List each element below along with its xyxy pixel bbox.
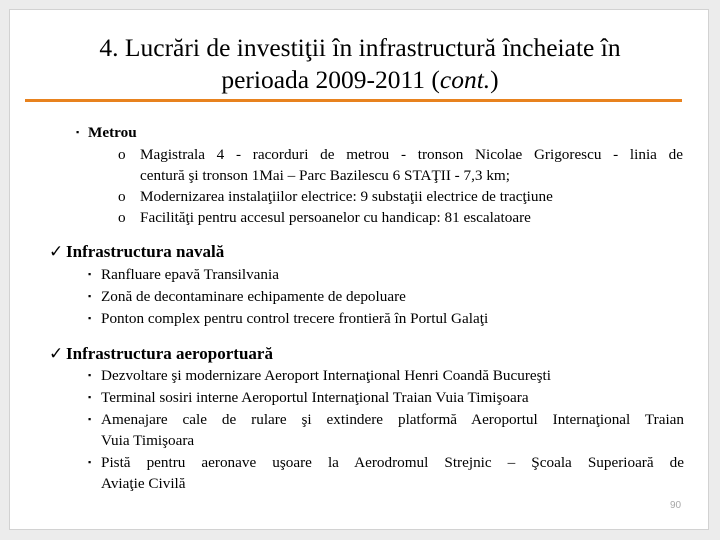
circle-bullet-icon: o <box>118 209 126 226</box>
aero-item-1 <box>88 365 551 386</box>
aero-heading-text: Infrastructura aeroportuară <box>66 344 273 363</box>
naval-item-2 <box>88 286 406 307</box>
square-bullet-icon: ▪ <box>88 291 92 301</box>
square-bullet-icon: ▪ <box>88 414 92 424</box>
metrou-item-1-line-2: centură şi tronson 1Mai – Parc Bazilescu 6 STAŢII - 7,3 km; <box>140 167 510 184</box>
aero-item-1-text: Dezvoltare şi modernizare Aeroport Internaţional Henri Coandă Bucureşti <box>101 367 551 384</box>
aero-item-3-line-1: Amenajare cale de rulare şi extindere platformă Aeroportul Internaţional Traian <box>101 411 684 428</box>
naval-heading-text: Infrastructura navală <box>66 242 225 261</box>
checkmark-icon: ✓ <box>49 242 64 261</box>
aero-item-4-line-1: Pistă pentru aeronave uşoare la Aerodromul Strejnic – Şcoala Superioară de <box>101 454 684 471</box>
square-bullet-icon: ▪ <box>88 457 92 467</box>
page-number: 90 <box>670 500 682 511</box>
naval-heading <box>49 241 225 263</box>
title-line-2-end: ) <box>490 65 499 94</box>
metrou-item-2 <box>118 186 553 207</box>
title-line-1: 4. Lucrări de investiţii în infrastructură încheiate în <box>99 33 621 62</box>
metrou-item-1-line-1: Magistrala 4 - racorduri de metrou - tronson Nicolae Grigorescu - linia de <box>140 146 683 163</box>
square-bullet-icon: ▪ <box>88 392 92 402</box>
title-line-2-italic: cont. <box>439 65 491 94</box>
metrou-item-2-text: Modernizarea instalaţiilor electrice: 9 substaţii electrice de tracţiune <box>140 188 553 205</box>
metrou-label: Metrou <box>88 124 137 141</box>
square-bullet-icon: ▪ <box>88 370 92 380</box>
circle-bullet-icon: o <box>118 188 126 205</box>
naval-item-1-text: Ranfluare epavă Transilvania <box>101 266 279 283</box>
slide <box>9 9 709 530</box>
title-divider <box>25 99 682 102</box>
aero-item-2-text: Terminal sosiri interne Aeroportul Internaţional Traian Vuia Timişoara <box>101 389 529 406</box>
naval-item-1 <box>88 264 279 285</box>
aero-item-2 <box>88 387 529 408</box>
naval-item-2-text: Zonă de decontaminare echipamente de depoluare <box>101 288 406 305</box>
square-bullet-icon: ▪ <box>76 127 80 137</box>
square-bullet-icon: ▪ <box>88 269 92 279</box>
naval-item-3 <box>88 308 489 329</box>
metrou-bullet <box>76 122 137 143</box>
aero-item-4 <box>88 452 684 473</box>
slide-title <box>30 32 690 96</box>
metrou-item-3 <box>118 207 531 228</box>
aero-item-4-line-2: Aviaţie Civilă <box>101 475 186 492</box>
checkmark-icon: ✓ <box>49 344 64 363</box>
square-bullet-icon: ▪ <box>88 313 92 323</box>
metrou-item-3-text: Facilităţi pentru accesul persoanelor cu handicap: 81 escalatoare <box>140 209 531 226</box>
title-line-2-start: perioada 2009-2011 ( <box>221 65 440 94</box>
aero-item-3 <box>88 409 684 430</box>
circle-bullet-icon: o <box>118 146 126 163</box>
aero-item-3-line-2: Vuia Timişoara <box>101 432 195 449</box>
naval-item-3-text: Ponton complex pentru control trecere frontieră în Portul Galaţi <box>101 310 489 327</box>
aero-heading <box>49 343 273 365</box>
metrou-item-1 <box>118 144 683 165</box>
